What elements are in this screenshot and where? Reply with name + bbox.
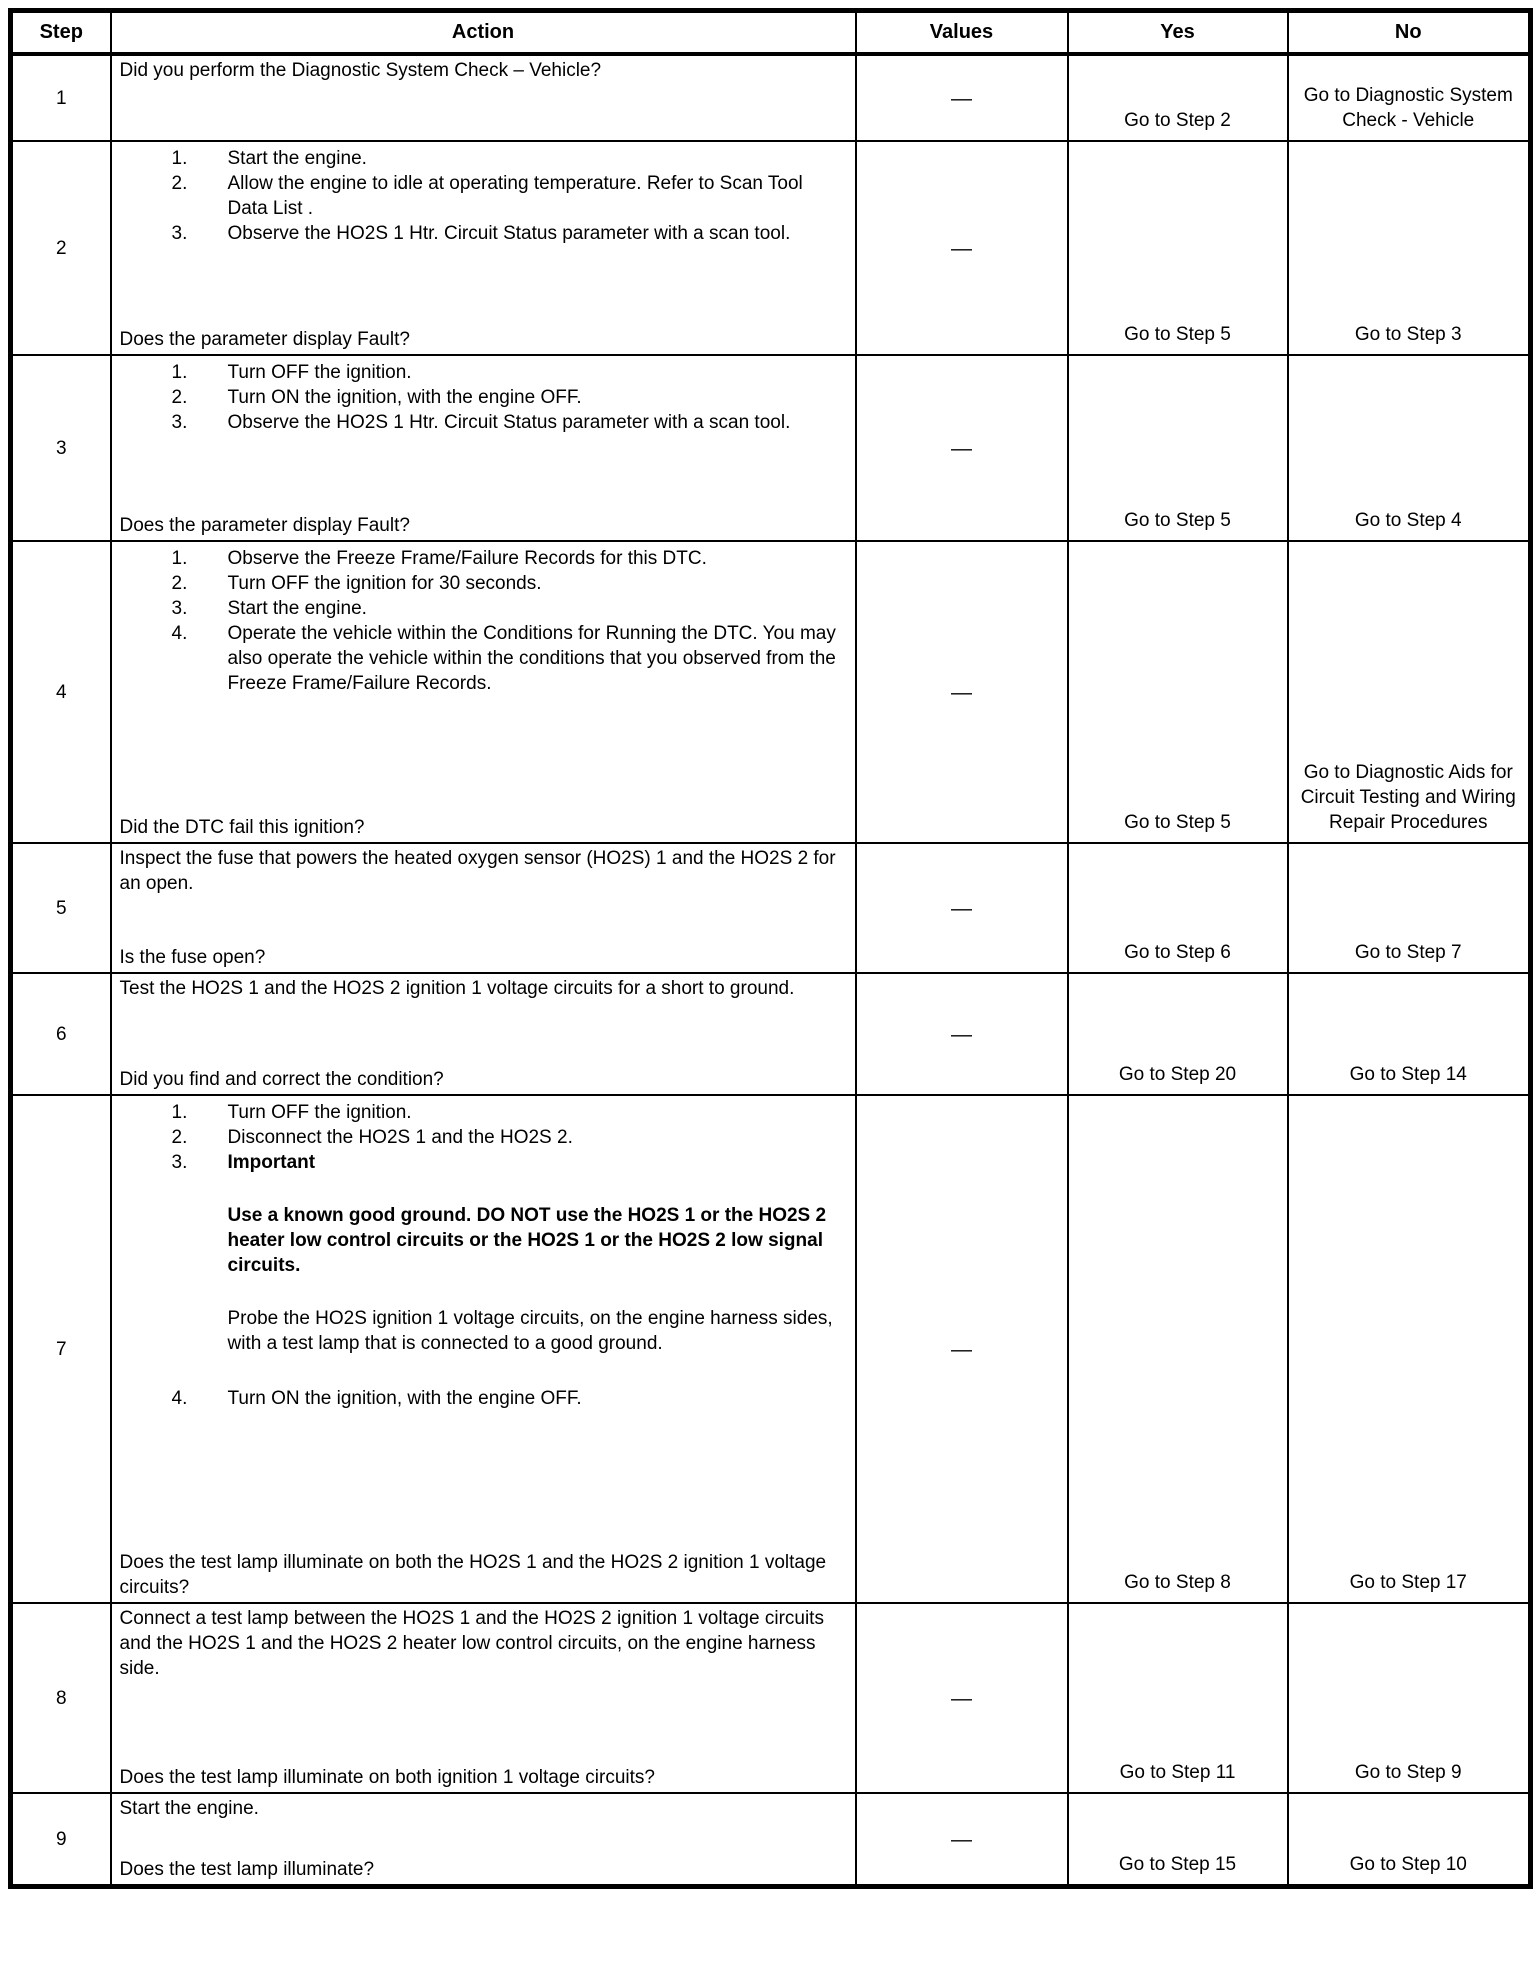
action-paragraph: Observe the HO2S 1 Htr. Circuit Status parameter with a scan tool. bbox=[227, 223, 791, 244]
list-number: 2. bbox=[171, 573, 188, 594]
action-content bbox=[120, 144, 847, 352]
action-cell bbox=[111, 141, 856, 355]
table-row bbox=[11, 843, 1531, 973]
no-cell: Go to Step 10 bbox=[1288, 1793, 1531, 1887]
values-cell: — bbox=[856, 141, 1068, 355]
action-numbered-list bbox=[172, 360, 847, 435]
yes-cell: Go to Step 5 bbox=[1068, 541, 1288, 843]
action-list-item bbox=[172, 621, 847, 696]
list-item-text bbox=[228, 146, 847, 171]
yes-cell: Go to Step 11 bbox=[1068, 1603, 1288, 1793]
action-paragraph: Use a known good ground. DO NOT use the HO2S 1 or the HO2S 2 heater low control circuits or the HO2S 1 or the HO2S 2 low signal circuits. bbox=[227, 1205, 827, 1276]
values-cell: — bbox=[856, 1793, 1068, 1887]
action-list-item bbox=[172, 146, 847, 171]
yes-cell: Go to Step 8 bbox=[1068, 1095, 1288, 1603]
action-question: Does the parameter display Fault? bbox=[119, 329, 410, 350]
yes-cell: Go to Step 5 bbox=[1068, 141, 1288, 355]
list-item-text bbox=[228, 596, 847, 621]
table-row bbox=[11, 541, 1531, 843]
action-cell bbox=[111, 1603, 856, 1793]
action-list-item bbox=[172, 1125, 847, 1150]
yes-cell: Go to Step 15 bbox=[1068, 1793, 1288, 1887]
values-cell: — bbox=[856, 973, 1068, 1095]
action-cell bbox=[111, 843, 856, 973]
values-cell: — bbox=[856, 1095, 1068, 1603]
header-values: Values bbox=[856, 11, 1068, 55]
action-body bbox=[120, 1098, 847, 1411]
header-action: Action bbox=[111, 11, 856, 55]
action-paragraph: Start the engine. bbox=[119, 1798, 259, 1819]
table-row bbox=[11, 1603, 1531, 1793]
list-number: 2. bbox=[171, 387, 188, 408]
table-row bbox=[11, 1793, 1531, 1887]
list-item-text bbox=[228, 571, 847, 596]
list-number: 2. bbox=[171, 173, 188, 194]
action-cell bbox=[111, 1095, 856, 1603]
action-list-item bbox=[172, 360, 847, 385]
header-no: No bbox=[1288, 11, 1531, 55]
action-paragraph: Did you perform the Diagnostic System Check – Vehicle? bbox=[119, 60, 602, 81]
action-content bbox=[120, 976, 847, 1092]
action-numbered-list bbox=[172, 546, 847, 696]
no-cell: Go to Step 4 bbox=[1288, 355, 1531, 541]
list-item-text bbox=[228, 1100, 847, 1125]
yes-cell: Go to Step 6 bbox=[1068, 843, 1288, 973]
action-list-item bbox=[172, 1100, 847, 1125]
action-paragraph: Operate the vehicle within the Conditions for Running the DTC. You may also operate the vehicle within the conditions that you observed from the Freeze Frame/Failure Records. bbox=[227, 623, 836, 694]
action-list-item bbox=[172, 410, 847, 435]
action-cell bbox=[111, 355, 856, 541]
values-cell: — bbox=[856, 355, 1068, 541]
step-cell: 6 bbox=[11, 973, 111, 1095]
header-yes: Yes bbox=[1068, 11, 1288, 55]
table-row bbox=[11, 54, 1531, 141]
list-number: 2. bbox=[171, 1127, 188, 1148]
action-paragraph: Observe the HO2S 1 Htr. Circuit Status parameter with a scan tool. bbox=[227, 412, 791, 433]
list-number: 3. bbox=[171, 223, 188, 244]
action-content bbox=[120, 1606, 847, 1790]
step-cell: 2 bbox=[11, 141, 111, 355]
action-numbered-list bbox=[172, 1100, 847, 1411]
action-paragraph: Turn OFF the ignition for 30 seconds. bbox=[227, 573, 542, 594]
list-item-text bbox=[228, 360, 847, 385]
action-paragraph: Turn ON the ignition, with the engine OFF. bbox=[227, 1388, 582, 1409]
no-cell: Go to Step 3 bbox=[1288, 141, 1531, 355]
action-list-item bbox=[172, 221, 847, 246]
list-number: 1. bbox=[171, 148, 188, 169]
list-number: 4. bbox=[171, 1388, 188, 1409]
action-question: Is the fuse open? bbox=[119, 947, 266, 968]
action-content bbox=[120, 1796, 847, 1882]
action-body bbox=[120, 846, 847, 896]
action-question: Does the test lamp illuminate? bbox=[119, 1859, 375, 1880]
action-paragraph: Inspect the fuse that powers the heated oxygen sensor (HO2S) 1 and the HO2S 2 for an open. bbox=[119, 848, 836, 894]
no-cell: Go to Step 7 bbox=[1288, 843, 1531, 973]
action-body bbox=[120, 144, 847, 246]
header-step: Step bbox=[11, 11, 111, 55]
list-item-text bbox=[228, 546, 847, 571]
list-number: 1. bbox=[171, 362, 188, 383]
action-content bbox=[120, 846, 847, 970]
action-list-item bbox=[172, 1150, 847, 1356]
no-cell: Go to Step 9 bbox=[1288, 1603, 1531, 1793]
action-list-item bbox=[172, 546, 847, 571]
list-number: 1. bbox=[171, 548, 188, 569]
action-body bbox=[120, 358, 847, 435]
action-question: Did the DTC fail this ignition? bbox=[119, 817, 365, 838]
list-item-text bbox=[228, 1125, 847, 1150]
no-cell: Go to Step 14 bbox=[1288, 973, 1531, 1095]
action-body bbox=[120, 1796, 847, 1821]
step-cell: 8 bbox=[11, 1603, 111, 1793]
yes-cell: Go to Step 2 bbox=[1068, 54, 1288, 141]
no-cell: Go to Step 17 bbox=[1288, 1095, 1531, 1603]
action-paragraph: Allow the engine to idle at operating temperature. Refer to Scan Tool Data List . bbox=[227, 173, 803, 219]
action-cell bbox=[111, 54, 856, 141]
step-cell: 7 bbox=[11, 1095, 111, 1603]
yes-cell: Go to Step 20 bbox=[1068, 973, 1288, 1095]
action-body bbox=[120, 58, 847, 83]
table-row bbox=[11, 973, 1531, 1095]
action-list-item bbox=[172, 171, 847, 221]
action-question: Does the test lamp illuminate on both ignition 1 voltage circuits? bbox=[119, 1767, 655, 1788]
action-question: Does the parameter display Fault? bbox=[119, 515, 410, 536]
action-body bbox=[120, 544, 847, 696]
action-cell bbox=[111, 1793, 856, 1887]
step-cell: 1 bbox=[11, 54, 111, 141]
step-cell: 5 bbox=[11, 843, 111, 973]
step-cell: 3 bbox=[11, 355, 111, 541]
action-list-item bbox=[172, 571, 847, 596]
action-paragraph: Probe the HO2S ignition 1 voltage circuits, on the engine harness sides, with a test lamp that is connected to a good ground. bbox=[227, 1308, 833, 1354]
step-cell: 9 bbox=[11, 1793, 111, 1887]
list-item-text bbox=[228, 1150, 847, 1356]
action-body bbox=[120, 1606, 847, 1681]
action-paragraph: Turn OFF the ignition. bbox=[227, 1102, 412, 1123]
list-number: 4. bbox=[171, 623, 188, 644]
list-number: 1. bbox=[171, 1102, 188, 1123]
list-item-text bbox=[228, 221, 847, 246]
diagnostic-table bbox=[8, 8, 1533, 1889]
action-content bbox=[120, 1098, 847, 1600]
action-question: Does the test lamp illuminate on both the HO2S 1 and the HO2S 2 ignition 1 voltage circuits? bbox=[119, 1552, 827, 1598]
action-question: Did you find and correct the condition? bbox=[119, 1069, 444, 1090]
action-paragraph: Disconnect the HO2S 1 and the HO2S 2. bbox=[227, 1127, 573, 1148]
list-item-text bbox=[228, 171, 847, 221]
list-item-text bbox=[228, 385, 847, 410]
values-cell: — bbox=[856, 1603, 1068, 1793]
action-body bbox=[120, 976, 847, 1001]
action-paragraph: Important bbox=[227, 1152, 316, 1173]
action-cell bbox=[111, 973, 856, 1095]
list-number: 3. bbox=[171, 598, 188, 619]
list-item-text bbox=[228, 410, 847, 435]
list-item-text bbox=[228, 1386, 847, 1411]
values-cell: — bbox=[856, 541, 1068, 843]
table-row bbox=[11, 141, 1531, 355]
table-row bbox=[11, 355, 1531, 541]
action-content bbox=[120, 544, 847, 840]
action-cell bbox=[111, 541, 856, 843]
action-paragraph: Start the engine. bbox=[227, 148, 367, 169]
values-cell: — bbox=[856, 843, 1068, 973]
action-paragraph: Turn OFF the ignition. bbox=[227, 362, 412, 383]
values-cell: — bbox=[856, 54, 1068, 141]
action-content bbox=[120, 58, 847, 138]
list-number: 3. bbox=[171, 1152, 188, 1173]
header-row bbox=[11, 11, 1531, 55]
action-list-item bbox=[172, 596, 847, 621]
list-item-text bbox=[228, 621, 847, 696]
action-numbered-list bbox=[172, 146, 847, 246]
action-paragraph: Connect a test lamp between the HO2S 1 and the HO2S 2 ignition 1 voltage circuits and the HO2S 1 and the HO2S 2 heater low control circuits, on the engine harness side. bbox=[119, 1608, 824, 1679]
action-paragraph: Test the HO2S 1 and the HO2S 2 ignition 1 voltage circuits for a short to ground. bbox=[119, 978, 795, 999]
action-paragraph: Start the engine. bbox=[227, 598, 367, 619]
action-content bbox=[120, 358, 847, 538]
list-number: 3. bbox=[171, 412, 188, 433]
no-cell: Go to Diagnostic System Check - Vehicle bbox=[1288, 54, 1531, 141]
table-row bbox=[11, 1095, 1531, 1603]
action-paragraph: Observe the Freeze Frame/Failure Records for this DTC. bbox=[227, 548, 707, 569]
yes-cell: Go to Step 5 bbox=[1068, 355, 1288, 541]
step-cell: 4 bbox=[11, 541, 111, 843]
action-paragraph: Turn ON the ignition, with the engine OFF. bbox=[227, 387, 582, 408]
no-cell: Go to Diagnostic Aids for Circuit Testing and Wiring Repair Procedures bbox=[1288, 541, 1531, 843]
action-list-item bbox=[172, 385, 847, 410]
table-body bbox=[11, 54, 1531, 1887]
action-list-item bbox=[172, 1386, 847, 1411]
